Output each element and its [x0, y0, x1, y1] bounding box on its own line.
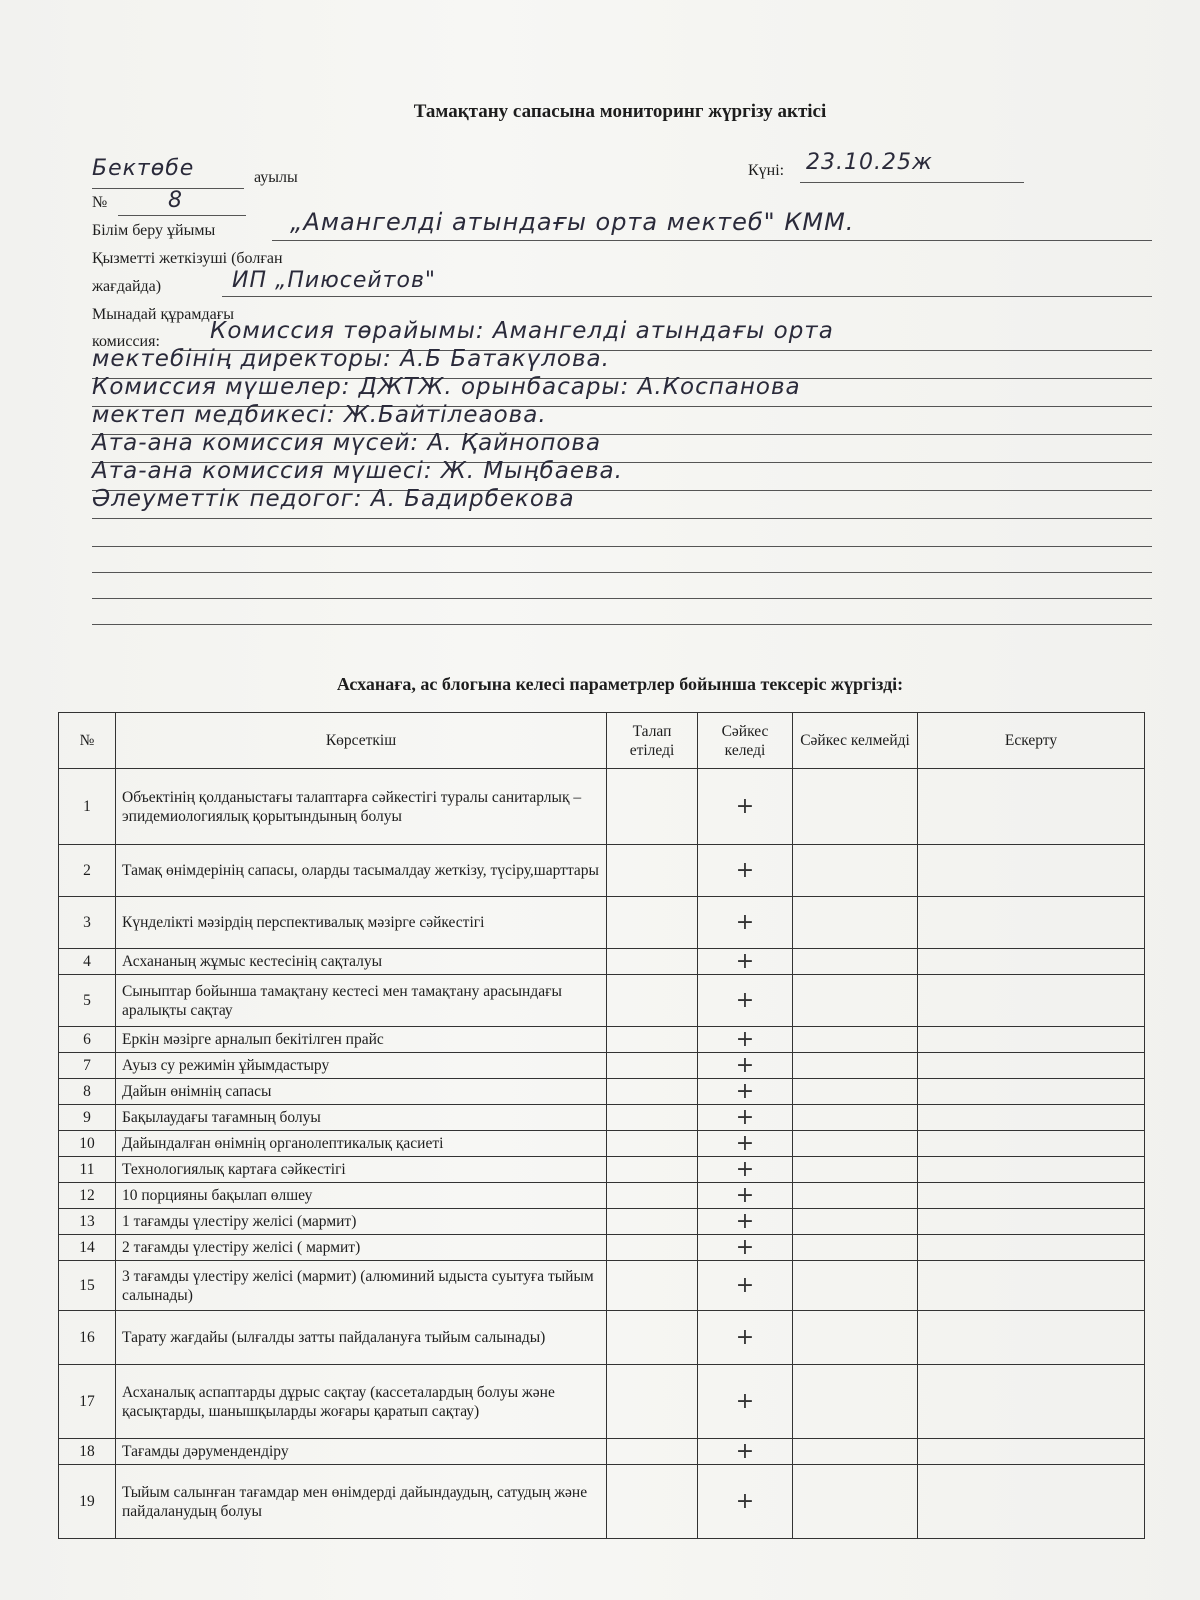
table-row — [59, 1183, 1145, 1209]
row-indicator: Тыйым салынған тағамдар мен өнімдерді дайындаудың, сатудың және пайдаланудың болуы — [116, 1465, 607, 1539]
row-note — [918, 1465, 1145, 1539]
row-num: 11 — [59, 1157, 116, 1183]
table-row — [59, 1439, 1145, 1465]
row-required — [607, 1053, 698, 1079]
row-required — [607, 845, 698, 897]
row-indicator: Еркін мәзірге арналып бекітілген прайс — [116, 1027, 607, 1053]
row-required — [607, 1235, 698, 1261]
school-line — [272, 240, 1152, 241]
row-num: 18 — [59, 1439, 116, 1465]
row-note — [918, 769, 1145, 845]
row-num: 19 — [59, 1465, 116, 1539]
row-compliant-mark: + — [698, 949, 793, 975]
table-row — [59, 1311, 1145, 1365]
table-row — [59, 1235, 1145, 1261]
table-row — [59, 1053, 1145, 1079]
date-label: Күні: — [748, 162, 785, 179]
row-compliant-mark: + — [698, 769, 793, 845]
row-compliant-mark: + — [698, 1079, 793, 1105]
row-required — [607, 1439, 698, 1465]
row-noncompliant — [793, 845, 918, 897]
row-noncompliant — [793, 1131, 918, 1157]
row-required — [607, 1465, 698, 1539]
table-row — [59, 949, 1145, 975]
row-compliant-mark: + — [698, 1053, 793, 1079]
row-noncompliant — [793, 1079, 918, 1105]
row-indicator: 10 порцияны бақылап өлшеу — [116, 1183, 607, 1209]
school-label: Білім беру ұйымы — [92, 222, 216, 239]
row-compliant-mark: + — [698, 1105, 793, 1131]
commission-line-5: Ата-ана комиссия мүсей: А. Қайнопова — [92, 430, 602, 456]
number-value: 8 — [168, 188, 183, 213]
row-num: 4 — [59, 949, 116, 975]
row-note — [918, 1105, 1145, 1131]
row-compliant-mark: + — [698, 1465, 793, 1539]
row-indicator: Дайын өнімнің сапасы — [116, 1079, 607, 1105]
row-indicator: Бақылаудағы тағамның болуы — [116, 1105, 607, 1131]
supplier-line — [222, 296, 1152, 297]
village-label: ауылы — [254, 169, 298, 186]
row-required — [607, 769, 698, 845]
row-compliant-mark: + — [698, 1157, 793, 1183]
row-indicator: Тарату жағдайы (ылғалды затты пайдалануға тыйым салынады) — [116, 1311, 607, 1365]
row-noncompliant — [793, 1261, 918, 1311]
row-compliant-mark: + — [698, 897, 793, 949]
row-noncompliant — [793, 1209, 918, 1235]
row-note — [918, 1027, 1145, 1053]
table-row — [59, 1209, 1145, 1235]
table-row — [59, 1157, 1145, 1183]
commission-line-6: Ата-ана комиссия мүшесі: Ж. Мыңбаева. — [92, 458, 623, 484]
row-compliant-mark: + — [698, 1131, 793, 1157]
row-compliant-mark: + — [698, 1365, 793, 1439]
row-noncompliant — [793, 1365, 918, 1439]
row-indicator: Технологиялық картаға сәйкестігі — [116, 1157, 607, 1183]
row-compliant-mark: + — [698, 1027, 793, 1053]
row-compliant-mark: + — [698, 1235, 793, 1261]
supplier-value: ИП „Пиюсейтов" — [232, 268, 437, 293]
inspection-subtitle: Асханаға, ас блогына келесі параметрлер бойынша тексеріс жүргізді: — [336, 674, 904, 694]
row-num: 2 — [59, 845, 116, 897]
row-note — [918, 1053, 1145, 1079]
row-num: 9 — [59, 1105, 116, 1131]
row-noncompliant — [793, 1157, 918, 1183]
row-indicator: Объектінің қолданыстағы талаптарға сәйкестігі туралы санитарлық – эпидемиологиялық қорытындының болуы — [116, 769, 607, 845]
ruled-line — [92, 572, 1152, 573]
table-row — [59, 1261, 1145, 1311]
row-num: 17 — [59, 1365, 116, 1439]
ruled-line — [92, 546, 1152, 547]
row-indicator: Тағамды дәрумендендіру — [116, 1439, 607, 1465]
row-noncompliant — [793, 1439, 918, 1465]
table-row — [59, 769, 1145, 845]
header-num: № — [59, 713, 116, 769]
table-row — [59, 845, 1145, 897]
school-value: „Амангелді атындағы орта мектеб" КММ. — [290, 208, 855, 236]
row-num: 5 — [59, 975, 116, 1027]
header-noncompliant: Сәйкес келмейді — [793, 713, 918, 769]
row-required — [607, 1157, 698, 1183]
commission-line-2: мектебінің директоры: А.Б Батакүлова. — [92, 346, 610, 372]
row-note — [918, 845, 1145, 897]
row-required — [607, 975, 698, 1027]
commission-label-2: комиссия: — [92, 333, 160, 350]
row-noncompliant — [793, 949, 918, 975]
supplier-label-1: Қызметті жеткізуші (болған — [92, 250, 283, 267]
row-required — [607, 1027, 698, 1053]
row-indicator: 1 тағамды үлестіру желісі (мармит) — [116, 1209, 607, 1235]
row-noncompliant — [793, 1027, 918, 1053]
row-noncompliant — [793, 897, 918, 949]
row-required — [607, 949, 698, 975]
number-line — [118, 215, 246, 216]
table-row — [59, 1105, 1145, 1131]
table-row — [59, 1027, 1145, 1053]
table-row — [59, 1079, 1145, 1105]
row-required — [607, 897, 698, 949]
row-note — [918, 949, 1145, 975]
row-required — [607, 1131, 698, 1157]
row-num: 6 — [59, 1027, 116, 1053]
inspection-table — [58, 712, 1145, 1539]
header-required: Талап етіледі — [607, 713, 698, 769]
ruled-line — [92, 518, 1152, 519]
table-row — [59, 1131, 1145, 1157]
row-compliant-mark: + — [698, 1311, 793, 1365]
table-row — [59, 1365, 1145, 1439]
date-line — [800, 182, 1024, 183]
row-note — [918, 1311, 1145, 1365]
row-required — [607, 1079, 698, 1105]
row-indicator: 3 тағамды үлестіру желісі (мармит) (алюминий ыдыста суытуға тыйым салынады) — [116, 1261, 607, 1311]
row-note — [918, 1079, 1145, 1105]
number-label: № — [92, 194, 108, 211]
commission-label-1: Мынадай құрамдағы — [92, 306, 234, 323]
header-note: Ескерту — [918, 713, 1145, 769]
row-noncompliant — [793, 1053, 918, 1079]
row-noncompliant — [793, 1311, 918, 1365]
row-required — [607, 1183, 698, 1209]
row-note — [918, 975, 1145, 1027]
row-indicator: Сыныптар бойынша тамақтану кестесі мен тамақтану арасындағы аралықты сақтау — [116, 975, 607, 1027]
row-num: 13 — [59, 1209, 116, 1235]
date-value: 23.10.25ж — [806, 150, 933, 175]
row-required — [607, 1261, 698, 1311]
header-indicator: Көрсеткіш — [116, 713, 607, 769]
row-num: 8 — [59, 1079, 116, 1105]
row-indicator: 2 тағамды үлестіру желісі ( мармит) — [116, 1235, 607, 1261]
row-note — [918, 1235, 1145, 1261]
row-num: 1 — [59, 769, 116, 845]
row-compliant-mark: + — [698, 1261, 793, 1311]
row-noncompliant — [793, 1105, 918, 1131]
document-title: Тамақтану сапасына мониторинг жүргізу актісі — [413, 101, 827, 122]
row-compliant-mark: + — [698, 975, 793, 1027]
row-num: 3 — [59, 897, 116, 949]
row-noncompliant — [793, 1183, 918, 1209]
row-num: 12 — [59, 1183, 116, 1209]
row-note — [918, 897, 1145, 949]
row-note — [918, 1261, 1145, 1311]
row-compliant-mark: + — [698, 845, 793, 897]
table-row — [59, 1465, 1145, 1539]
row-indicator: Асхананың жұмыс кестесінің сақталуы — [116, 949, 607, 975]
row-indicator: Тамақ өнімдерінің сапасы, оларды тасымалдау жеткізу, түсіру,шарттары — [116, 845, 607, 897]
table-row — [59, 897, 1145, 949]
commission-line-3: Комиссия мүшелер: ДЖТЖ. орынбасары: А.Коспанова — [92, 374, 801, 400]
row-num: 7 — [59, 1053, 116, 1079]
table-header-row — [59, 713, 1145, 769]
supplier-label-2: жағдайда) — [92, 278, 162, 295]
row-num: 10 — [59, 1131, 116, 1157]
row-required — [607, 1365, 698, 1439]
village-value: Бектөбе — [92, 156, 195, 181]
row-num: 16 — [59, 1311, 116, 1365]
row-note — [918, 1439, 1145, 1465]
row-indicator: Ауыз су режимін ұйымдастыру — [116, 1053, 607, 1079]
header-compliant: Сәйкес келеді — [698, 713, 793, 769]
row-compliant-mark: + — [698, 1209, 793, 1235]
row-noncompliant — [793, 1235, 918, 1261]
commission-line-7: Әлеуметтік педогог: А. Бадирбекова — [92, 486, 575, 512]
row-note — [918, 1131, 1145, 1157]
commission-line-4: мектеп медбикесі: Ж.Байтілеаова. — [92, 402, 547, 428]
row-num: 14 — [59, 1235, 116, 1261]
ruled-line — [92, 624, 1152, 625]
row-note — [918, 1157, 1145, 1183]
row-note — [918, 1365, 1145, 1439]
row-indicator: Күнделікті мәзірдің перспективалық мәзірге сәйкестігі — [116, 897, 607, 949]
row-required — [607, 1209, 698, 1235]
row-indicator: Асханалық аспаптарды дұрыс сақтау (кассеталардың болуы және қасықтарды, шанышқыларды жоғары қаратып сақтау) — [116, 1365, 607, 1439]
row-compliant-mark: + — [698, 1183, 793, 1209]
table-row — [59, 975, 1145, 1027]
row-note — [918, 1183, 1145, 1209]
row-compliant-mark: + — [698, 1439, 793, 1465]
row-noncompliant — [793, 769, 918, 845]
row-noncompliant — [793, 1465, 918, 1539]
row-noncompliant — [793, 975, 918, 1027]
row-indicator: Дайындалған өнімнің органолептикалық қасиеті — [116, 1131, 607, 1157]
row-note — [918, 1209, 1145, 1235]
ruled-line — [92, 598, 1152, 599]
row-num: 15 — [59, 1261, 116, 1311]
commission-line-1: Комиссия төрайымы: Амангелді атындағы орта — [210, 318, 834, 344]
row-required — [607, 1311, 698, 1365]
row-required — [607, 1105, 698, 1131]
